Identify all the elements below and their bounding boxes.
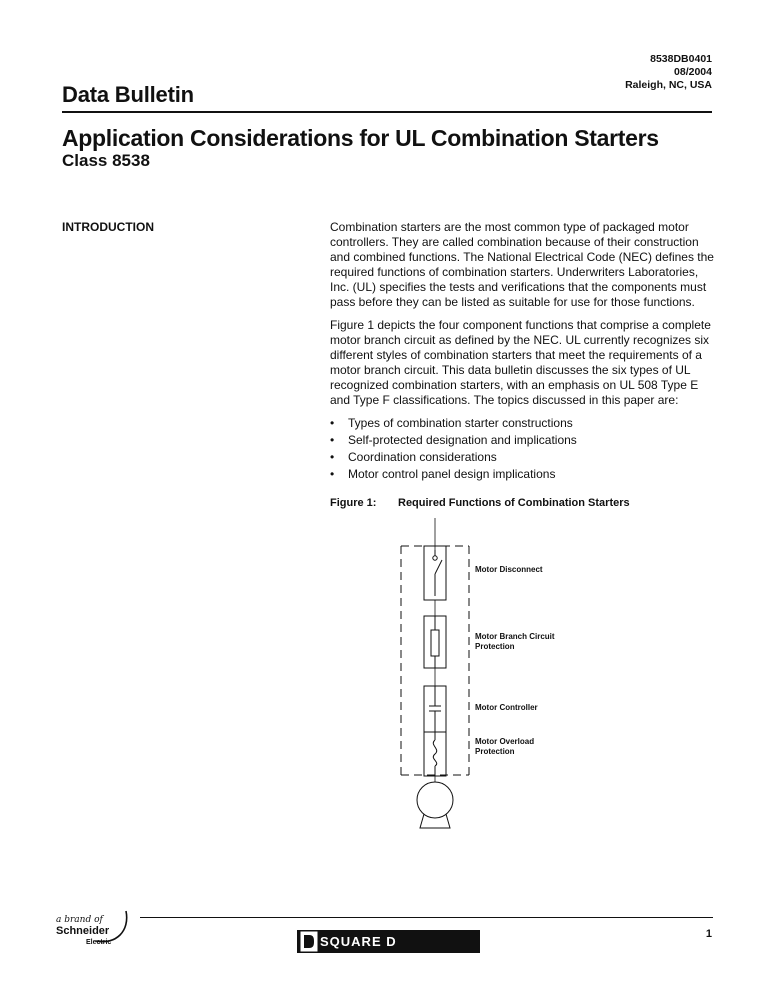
doc-location: Raleigh, NC, USA	[625, 79, 712, 91]
bullet-icon: •	[330, 467, 335, 481]
bullet-icon: •	[330, 450, 335, 464]
label-overload-protection: Motor Overload Protection	[475, 737, 535, 756]
list-item	[330, 450, 715, 465]
list-item-text: Motor control panel design implications	[348, 467, 556, 481]
bullet-icon: •	[330, 433, 335, 447]
topic-list	[330, 416, 715, 482]
brand-name: Schneider	[56, 925, 110, 937]
list-item	[330, 467, 715, 482]
footer-divider	[140, 917, 713, 918]
bullet-icon: •	[330, 416, 335, 430]
page-title: Application Considerations for UL Combination Starters	[62, 125, 659, 151]
motor-circuit-diagram	[380, 518, 490, 833]
page-subtitle: Class 8538	[62, 151, 150, 170]
header-divider	[62, 111, 712, 113]
label-motor-controller: Motor Controller	[475, 703, 538, 712]
brand-sub: Electric	[86, 939, 112, 946]
list-item	[330, 433, 715, 448]
disconnect-switch-icon	[424, 546, 446, 600]
contactor-icon	[424, 686, 446, 732]
figure-title: Required Functions of Combination Starters	[398, 497, 630, 509]
list-item	[330, 416, 715, 431]
square-d-wordmark: SQUARE D	[320, 934, 397, 949]
page-number: 1	[705, 928, 712, 940]
figure-number: Figure 1:	[330, 497, 377, 509]
list-item-text: Self-protected designation and implications	[348, 433, 577, 447]
body-paragraph: Figure 1 depicts the four component functions that comprise a complete motor branch circuit as defined by the NEC. UL currently recognizes six different styles of combination starters that meet the requirements of a motor branch circuit. This data bulletin discusses the six types of UL recognized combination starters, with an emphasis on UL 508 Type E and Type F classifications. The topics discussed in this paper are:	[330, 318, 711, 407]
list-item-text: Coordination considerations	[348, 450, 497, 464]
doc-date: 08/2004	[674, 66, 712, 78]
label-motor-disconnect: Motor Disconnect	[475, 565, 543, 574]
square-d-logo-icon	[300, 931, 318, 952]
motor-icon	[417, 782, 453, 828]
doc-number: 8538DB0401	[650, 53, 712, 65]
fuse-icon	[424, 616, 446, 668]
label-branch-protection: Motor Branch Circuit Protection	[475, 632, 555, 651]
doc-type-title: Data Bulletin	[62, 82, 194, 107]
section-heading: INTRODUCTION	[62, 220, 154, 234]
body-paragraph: Combination starters are the most common type of packaged motor controllers. They are called combination because of their construction and combined functions. The National Electrical Code (NEC) defines the required functions of combination starters. Underwriters Laboratories, Inc. (UL) specifies the tests and verifications that the components must pass before they can be listed as suitable for use for those functions.	[330, 220, 714, 309]
list-item-text: Types of combination starter constructions	[348, 416, 573, 430]
section-body	[330, 220, 715, 484]
brand-prefix: a brand of	[56, 915, 103, 925]
doc-meta	[625, 53, 712, 92]
overload-relay-icon	[424, 732, 446, 776]
